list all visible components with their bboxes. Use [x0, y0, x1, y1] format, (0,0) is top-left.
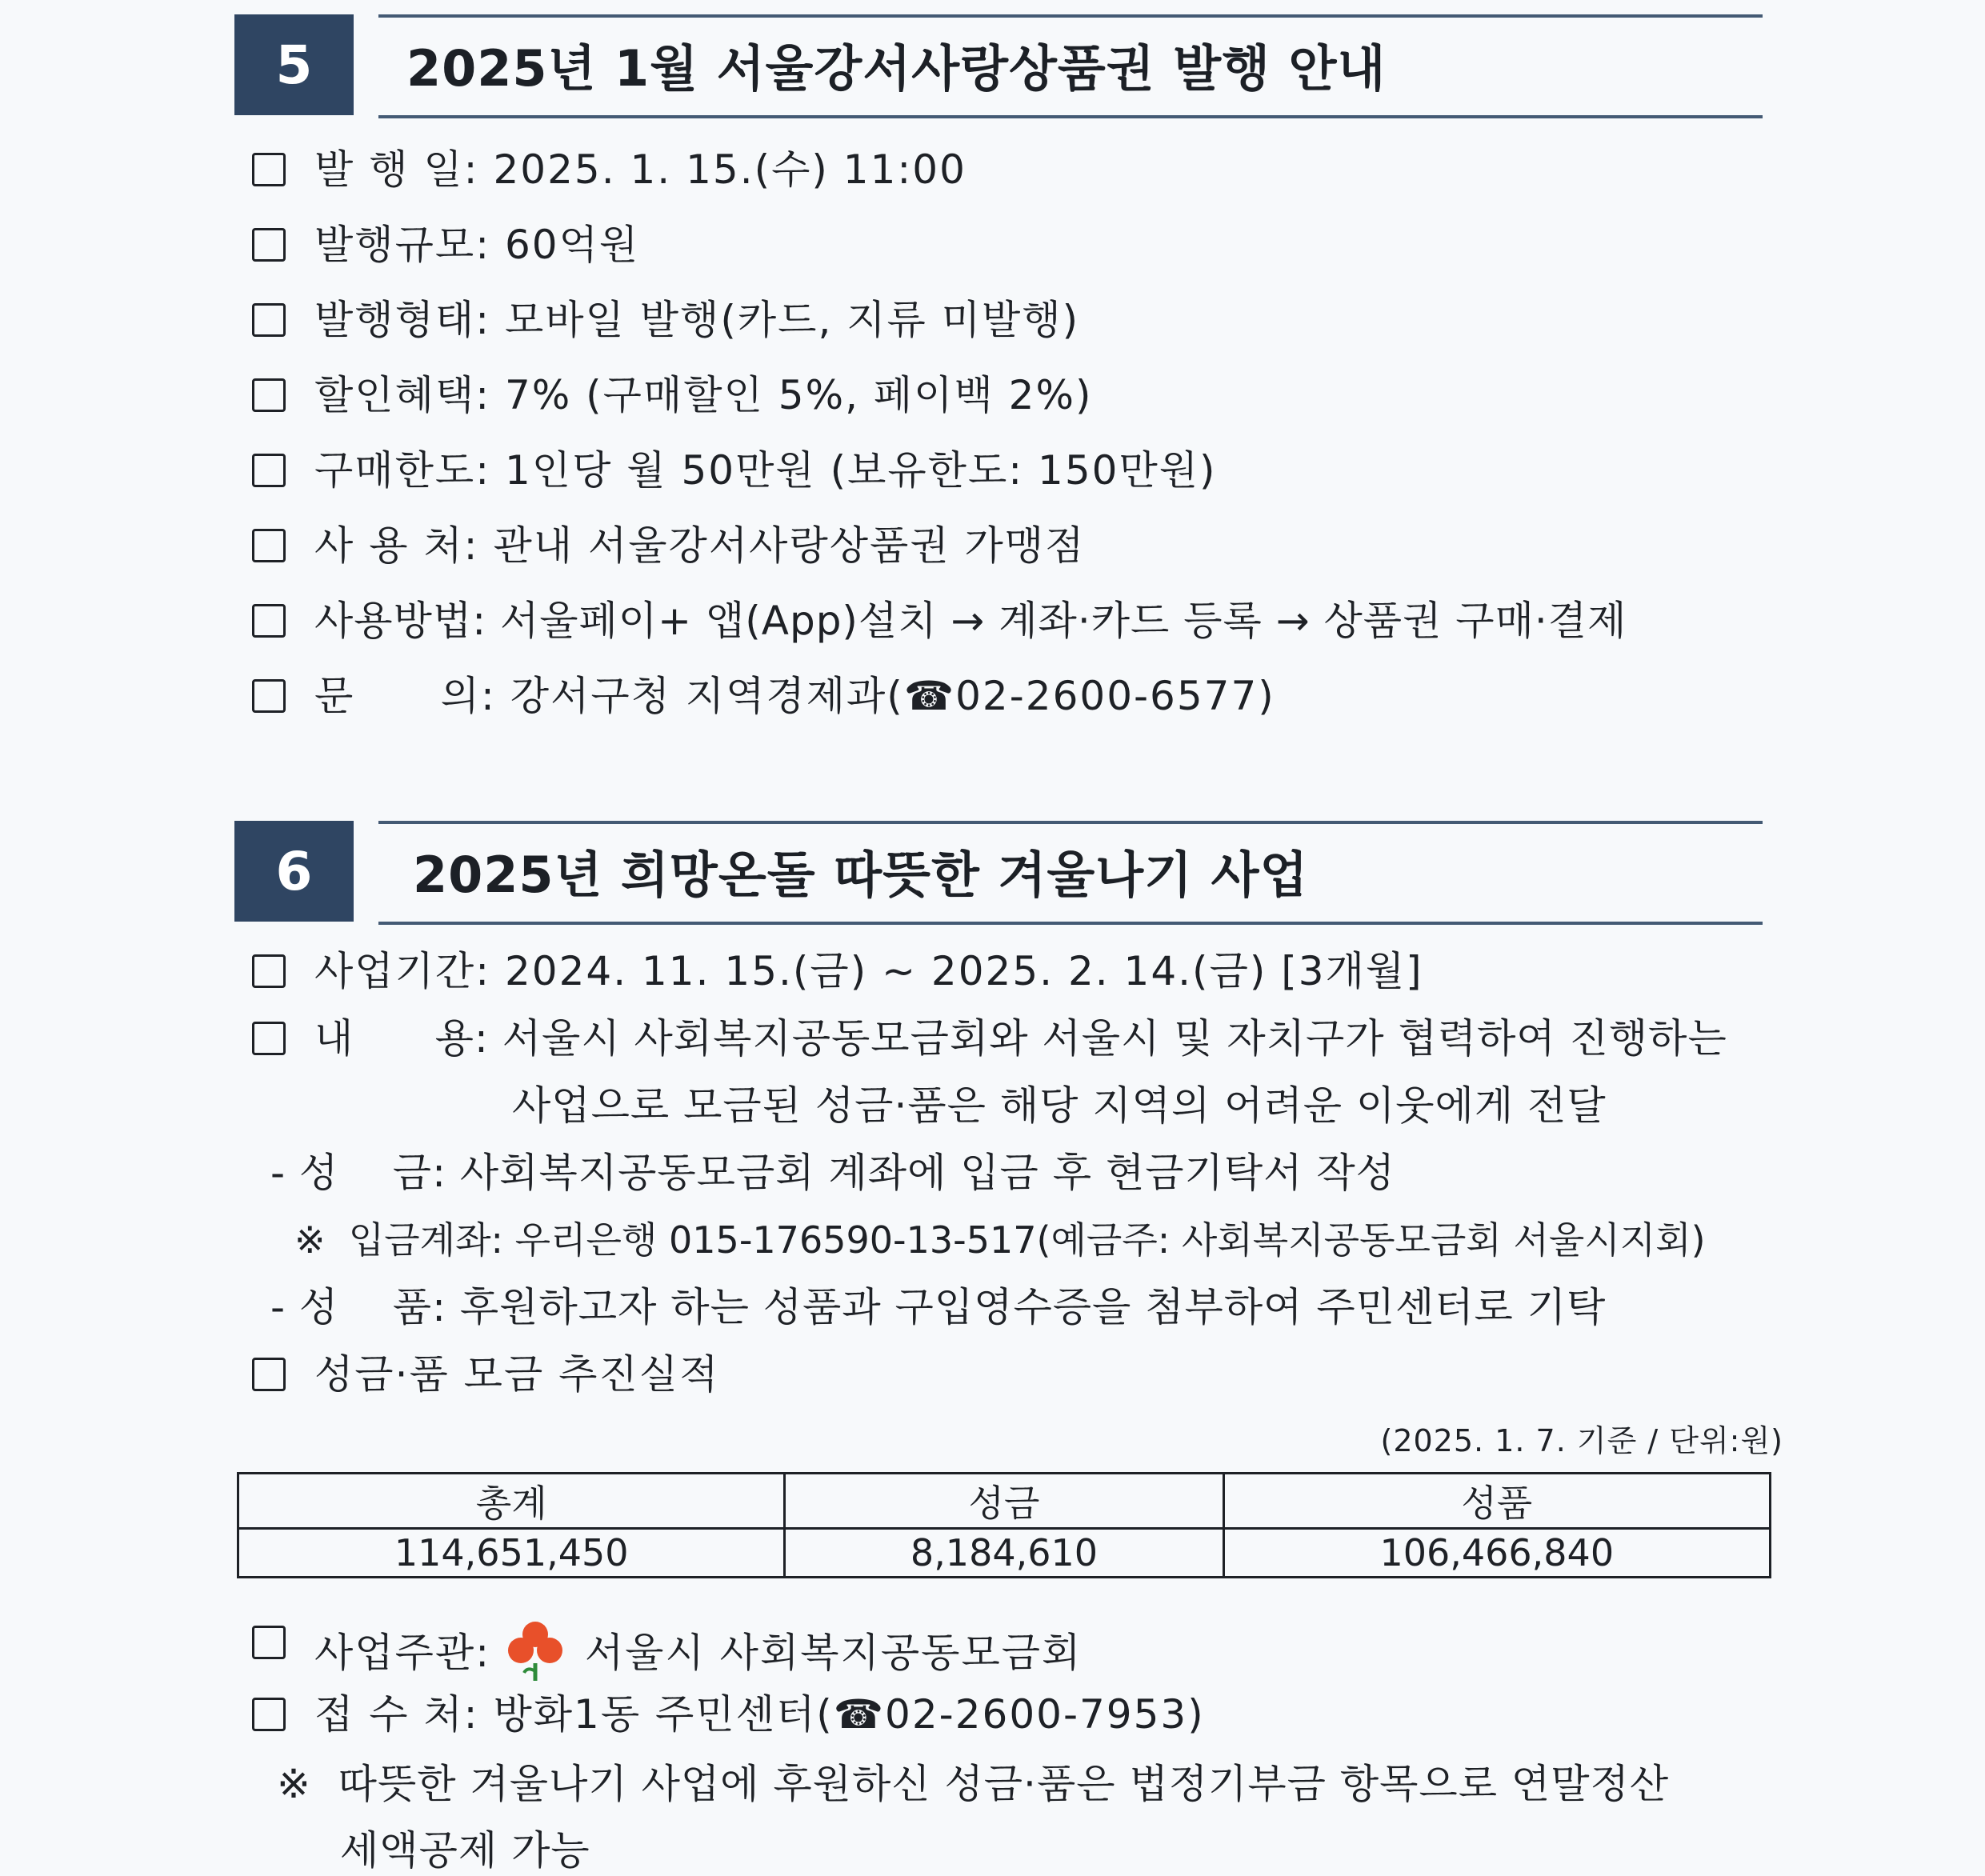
- item-label: 사 용 처:: [314, 522, 479, 569]
- table-header-cell: 총계: [238, 1474, 785, 1529]
- item-label: 문 의:: [314, 673, 496, 719]
- content-item-continuation: 사업으로 모금된 성금·품은 해당 지역의 어려운 이웃에게 전달: [512, 1082, 1607, 1129]
- item-label: 사업기간:: [314, 948, 491, 994]
- fruit-logo-icon: [505, 1618, 566, 1693]
- section-6-header: [234, 821, 1763, 925]
- header-rule-bottom: [378, 922, 1763, 925]
- list-item: [252, 146, 966, 194]
- item-value: 7% (구매할인 5%, 페이백 2%): [504, 372, 1093, 418]
- checkbox-icon: [252, 1022, 286, 1055]
- item-label: 발행형태:: [314, 297, 491, 343]
- results-heading: [252, 1350, 719, 1398]
- table-row: [238, 1529, 1771, 1578]
- checkbox-icon: [252, 604, 286, 638]
- checkbox-icon: [252, 454, 286, 487]
- header-rule-top: [378, 821, 1763, 824]
- item-label: 접 수 처:: [314, 1691, 479, 1738]
- table-header-row: [238, 1474, 1771, 1529]
- header-rule-bottom: [378, 115, 1763, 118]
- list-item: [252, 446, 1217, 494]
- section-number-box: 6: [234, 821, 354, 922]
- table-header-cell: 성품: [1223, 1474, 1770, 1529]
- checkbox-icon: [252, 529, 286, 562]
- item-value: 후원하고자 하는 성품과 구입영수증을 첨부하여 주민센터로 기탁: [459, 1284, 1607, 1330]
- section-number-box: 5: [234, 14, 354, 115]
- checkbox-icon: [252, 303, 286, 337]
- item-value: 방화1동 주민센터(☎02-2600-7953): [493, 1691, 1205, 1738]
- goods-item: [270, 1283, 1606, 1331]
- item-value: 서울시 사회복지공동모금회: [584, 1630, 1083, 1676]
- table-cell: 114,651,450: [238, 1529, 785, 1578]
- checkbox-icon: [252, 1698, 286, 1731]
- checkbox-icon: [252, 1358, 286, 1391]
- item-label: 발행규모:: [314, 222, 491, 268]
- item-label: 내 용:: [314, 1015, 489, 1062]
- item-label: - 성 금:: [270, 1150, 446, 1196]
- organizer-item: [252, 1618, 1082, 1693]
- item-label: - 성 품:: [270, 1284, 446, 1330]
- item-value: 모바일 발행(카드, 지류 미발행): [504, 297, 1080, 343]
- section-5-header: [234, 14, 1763, 118]
- item-value: 2024. 11. 15.(금) ~ 2025. 2. 14.(금) [3개월]: [504, 948, 1423, 994]
- list-item: [252, 296, 1079, 344]
- list-item: [252, 522, 1085, 570]
- list-item: [252, 597, 1627, 645]
- item-label: 사업주관:: [314, 1630, 491, 1676]
- footnote-continuation: 세액공제 가능: [340, 1827, 590, 1874]
- checkbox-icon: [252, 1626, 286, 1659]
- table-cell: 106,466,840: [1223, 1529, 1770, 1578]
- item-value: 2025. 1. 15.(수) 11:00: [493, 146, 966, 193]
- money-item: [270, 1149, 1395, 1197]
- section-title: 2025년 1월 서울강서사랑상품권 발행 안내: [406, 39, 1387, 98]
- checkbox-icon: [252, 679, 286, 713]
- checkbox-icon: [252, 378, 286, 412]
- list-item: [252, 371, 1093, 419]
- item-label: 발 행 일:: [314, 146, 479, 193]
- item-label: 사용방법:: [314, 598, 487, 644]
- list-item: [252, 672, 1275, 720]
- header-rule-top: [378, 14, 1763, 18]
- checkbox-icon: [252, 153, 286, 186]
- item-value: 60억원: [504, 222, 640, 268]
- section-title: 2025년 희망온돌 따뜻한 겨울나기 사업: [413, 846, 1309, 904]
- checkbox-icon: [252, 954, 286, 988]
- item-value: 관내 서울강서사랑상품권 가맹점: [493, 522, 1086, 569]
- period-item: [252, 947, 1423, 995]
- item-label: 구매한도:: [314, 447, 491, 494]
- item-value: 사회복지공동모금회 계좌에 입금 후 현금기탁서 작성: [459, 1150, 1395, 1196]
- table-header-cell: 성금: [785, 1474, 1223, 1529]
- account-note: ※ 입금계좌: 우리은행 015-176590-13-517(예금주: 사회복지공동모금회 서울시지회): [294, 1218, 1706, 1262]
- item-label: 성금·품 모금 추진실적: [314, 1351, 720, 1398]
- checkbox-icon: [252, 228, 286, 262]
- results-table: [237, 1472, 1771, 1578]
- item-value: 서울페이+ 앱(App)설치 → 계좌·카드 등록 → 상품권 구매·결제: [499, 598, 1627, 644]
- table-cell: 8,184,610: [785, 1529, 1223, 1578]
- list-item: [252, 221, 639, 269]
- date-note: (2025. 1. 7. 기준 / 단위:원): [1380, 1423, 1783, 1458]
- item-value: 서울시 사회복지공동모금회와 서울시 및 자치구가 협력하여 진행하는: [502, 1015, 1727, 1062]
- item-label: 할인혜택:: [314, 372, 491, 418]
- content-item: [252, 1014, 1727, 1062]
- footnote: ※ 따뜻한 겨울나기 사업에 후원하신 성금·품은 법정기부금 항목으로 연말정산: [277, 1761, 1670, 1807]
- item-value: 1인당 월 50만원 (보유한도: 150만원): [504, 447, 1217, 494]
- reception-item: [252, 1690, 1205, 1738]
- item-value: 강서구청 지역경제과(☎02-2600-6577): [510, 673, 1275, 719]
